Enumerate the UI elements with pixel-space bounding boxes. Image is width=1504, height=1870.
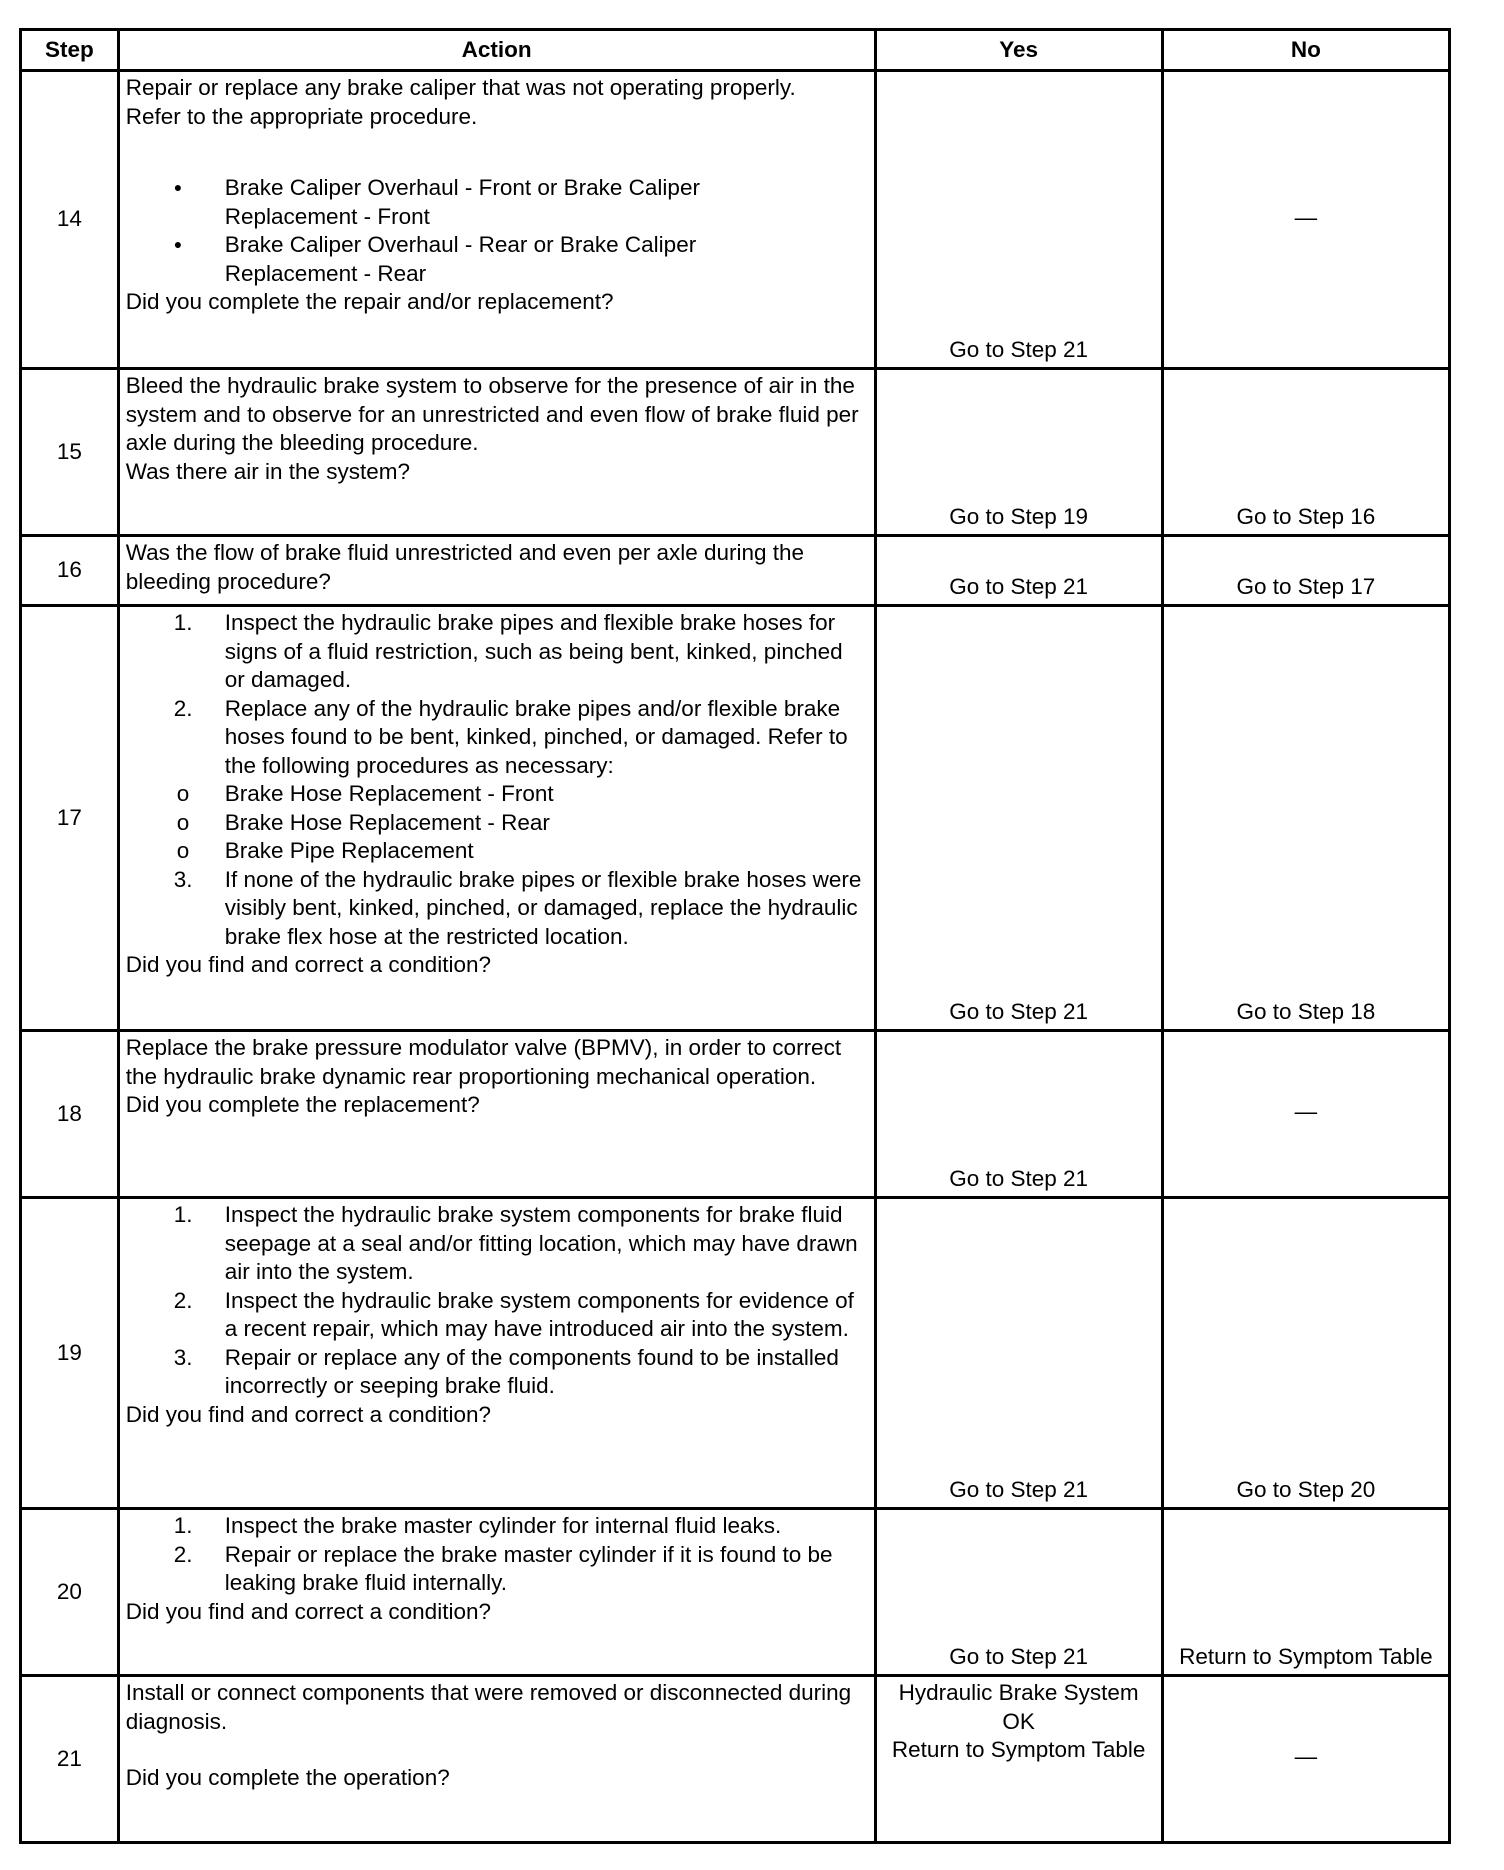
table-row	[21, 1031, 1450, 1198]
action-question: Did you complete the operation?	[125, 1765, 450, 1790]
action-question: Did you complete the replacement?	[125, 1092, 480, 1117]
table-row	[21, 1198, 1450, 1509]
step-number: 15	[21, 369, 119, 536]
procedure-item: ● Brake Caliper Overhaul - Front or Brake Caliper Replacement - Front	[126, 174, 868, 231]
table-row	[21, 71, 1450, 369]
action-question: Did you find and correct a condition?	[125, 1401, 491, 1427]
yes-result	[875, 1676, 1162, 1843]
procedure-steps	[126, 1512, 868, 1598]
no-result: Go to Step 17	[1162, 536, 1449, 606]
table-row	[21, 369, 1450, 536]
yes-result-top: Hydraulic Brake System OK	[898, 1680, 1139, 1734]
header-step: Step	[21, 30, 119, 71]
step-number: 20	[21, 1509, 119, 1676]
procedure-item: ● Brake Caliper Overhaul - Rear or Brake Caliper Replacement - Rear	[126, 231, 868, 288]
yes-result: Go to Step 21	[875, 536, 1162, 606]
yes-result-bottom: Return to Symptom Table	[891, 1737, 1146, 1762]
action-text: Bleed the hydraulic brake system to observe for the presence of air in the system and to observe for an unrestricted and even flow of brake fluid per axle during the bleeding procedure.	[125, 373, 859, 455]
procedure-step: 1. Inspect the hydraulic brake system components for brake fluid seepage at a seal and/or fitting location, which may have drawn air into the system.	[173, 1202, 858, 1284]
table-row	[21, 1509, 1450, 1676]
no-result: Go to Step 16	[1162, 369, 1449, 536]
yes-result: Go to Step 21	[875, 1509, 1162, 1676]
yes-result: Go to Step 21	[875, 1031, 1162, 1198]
yes-result: Go to Step 21	[875, 606, 1162, 1031]
procedure-step: 1. Inspect the brake master cylinder for internal fluid leaks.	[173, 1513, 782, 1538]
sub-procedure-item: o Brake Pipe Replacement	[126, 837, 868, 866]
step-number: 19	[21, 1198, 119, 1509]
procedure-step: 2. Replace any of the hydraulic brake pipes and/or flexible brake hoses found to be bent, kinked, pinched, or damaged. Refer to the following procedures as necessary: o Brake Hose Replacement - Front o Brake Hose Replacement - Rear o Brake Pipe Replacement	[126, 695, 868, 866]
procedure-steps	[126, 609, 868, 951]
action-cell	[118, 369, 875, 536]
step-number: 14	[21, 71, 119, 369]
action-question: Was there air in the system?	[125, 458, 411, 484]
action-text: Replace the brake pressure modulator valve (BPMV), in order to correct the hydraulic brake dynamic rear proportioning mechanical operation.	[125, 1035, 842, 1089]
table-row	[21, 1676, 1450, 1843]
step-number: 16	[21, 536, 119, 606]
sub-procedure-item: o Brake Hose Replacement - Front	[126, 780, 868, 809]
procedure-step: 1. Inspect the hydraulic brake pipes and flexible brake hoses for signs of a fluid restriction, such as being bent, kinked, pinched or damaged.	[173, 610, 843, 692]
no-result: Go to Step 18	[1162, 606, 1449, 1031]
procedure-list	[126, 174, 868, 288]
action-cell	[118, 1676, 875, 1843]
procedure-steps	[126, 1201, 868, 1401]
action-question: Did you complete the repair and/or replacement?	[125, 289, 614, 314]
action-question: Was the flow of brake fluid unrestricted and even per axle during the bleeding procedure?	[125, 540, 805, 594]
action-cell	[118, 536, 875, 606]
procedure-step: 2. Repair or replace the brake master cylinder if it is found to be leaking brake fluid internally.	[173, 1541, 833, 1595]
yes-result: Go to Step 21	[875, 71, 1162, 369]
header-action: Action	[118, 30, 875, 71]
action-cell	[118, 71, 875, 369]
action-text: Repair or replace any brake caliper that was not operating properly.	[125, 75, 796, 100]
procedure-step: 3. Repair or replace any of the components found to be installed incorrectly or seeping brake fluid.	[173, 1344, 839, 1398]
yes-result: Go to Step 21	[875, 1198, 1162, 1509]
no-result: —	[1162, 1676, 1449, 1843]
step-number: 21	[21, 1676, 119, 1843]
action-text: Install or connect components that were removed or disconnected during diagnosis.	[125, 1680, 852, 1734]
action-question: Did you find and correct a condition?	[125, 1598, 491, 1624]
diagnostic-table	[19, 28, 1451, 1844]
action-cell	[118, 1198, 875, 1509]
action-question: Did you find and correct a condition?	[125, 952, 491, 977]
yes-result: Go to Step 19	[875, 369, 1162, 536]
header-no: No	[1162, 30, 1449, 71]
procedure-step: 3. If none of the hydraulic brake pipes or flexible brake hoses were visibly bent, kinked, pinched, or damaged, replace the hydraulic brake flex hose at the restricted location.	[173, 866, 862, 949]
no-result: Return to Symptom Table	[1162, 1509, 1449, 1676]
table-row	[21, 606, 1450, 1031]
sub-procedure-item: o Brake Hose Replacement - Rear	[126, 809, 868, 838]
sub-procedure-list	[126, 780, 868, 866]
step-number: 18	[21, 1031, 119, 1198]
action-cell	[118, 1031, 875, 1198]
header-row	[21, 30, 1450, 71]
no-result: —	[1162, 1031, 1449, 1198]
procedure-step: 2. Inspect the hydraulic brake system components for evidence of a recent repair, which may have introduced air into the system.	[173, 1287, 854, 1341]
header-yes: Yes	[875, 30, 1162, 71]
action-text: Refer to the appropriate procedure.	[125, 103, 478, 129]
no-result: Go to Step 20	[1162, 1198, 1449, 1509]
table-row	[21, 536, 1450, 606]
no-result: —	[1162, 71, 1449, 369]
action-cell	[118, 1509, 875, 1676]
step-number: 17	[21, 606, 119, 1031]
action-cell	[118, 606, 875, 1031]
